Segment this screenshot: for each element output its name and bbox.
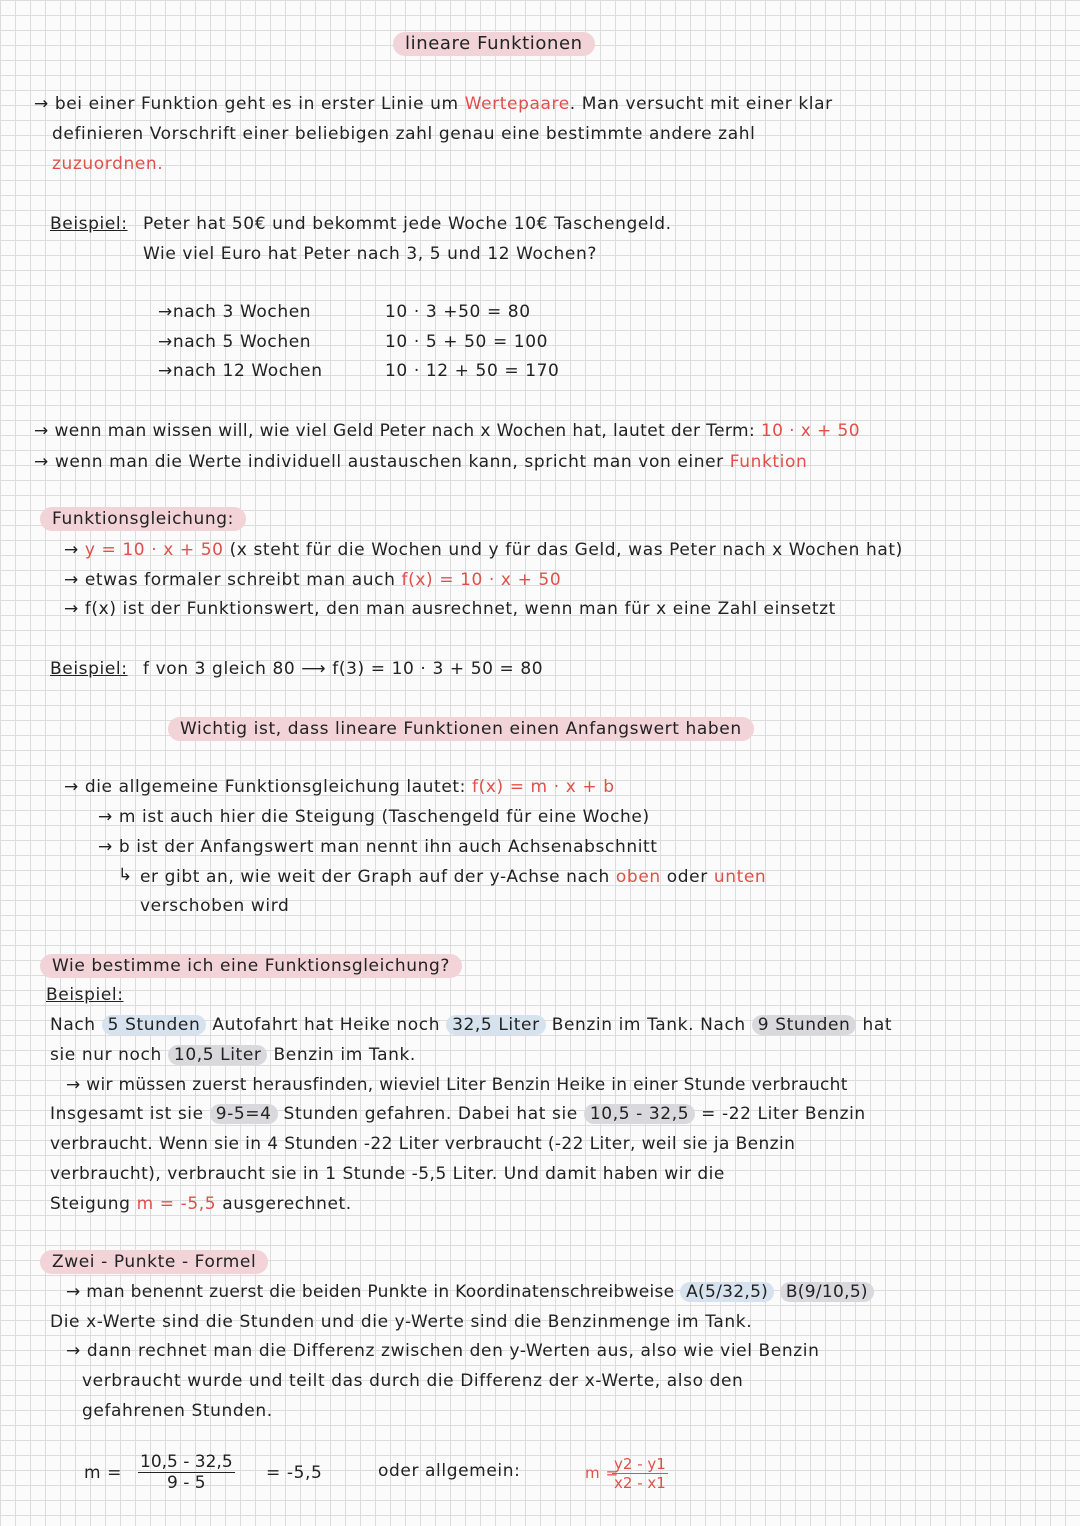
important-note — [168, 717, 754, 741]
fraction-general — [612, 1455, 668, 1492]
example-line-1: Peter hat 50€ und bekommt jede Woche 10€ Taschengeld. — [143, 214, 672, 234]
arrow-return-icon: ↳ — [118, 865, 133, 885]
term-text: → wenn man die Werte individuell austauschen kann, spricht man von einer — [34, 452, 724, 472]
general-line-5: verschoben wird — [140, 896, 290, 916]
fraction-denominator: 9 - 5 — [167, 1473, 206, 1493]
m-label: m = — [84, 1463, 123, 1483]
section-heading-text: Funktionsgleichung: — [52, 509, 234, 529]
highlight-hours: 9-5=4 — [210, 1104, 278, 1124]
m-result: = -5,5 — [266, 1463, 323, 1483]
det-text: sie nur noch — [50, 1045, 162, 1065]
intro-line-1 — [34, 93, 833, 115]
example-row-label: →nach 5 Wochen — [158, 332, 312, 352]
example-row-label: →nach 12 Wochen — [158, 361, 323, 381]
keyword-funktion: Funktion — [729, 452, 808, 472]
fg-bullet-2 — [64, 569, 561, 591]
keyword-oben: oben — [615, 867, 661, 887]
determine-line-5: verbraucht. Wenn sie in 4 Stunden -22 Liter verbraucht (-22 Liter, weil sie ja Benzin — [50, 1134, 796, 1154]
det-text: hat — [862, 1015, 893, 1035]
two-point-line-1 — [66, 1281, 874, 1303]
det-text: ausgerechnet. — [222, 1194, 352, 1214]
term-line-2 — [34, 451, 807, 473]
det-text: = -22 Liter Benzin — [701, 1104, 866, 1124]
determine-line-3: → wir müssen zuerst herausfinden, wieviel Liter Benzin Heike in einer Stunde verbraucht — [66, 1075, 848, 1095]
point-a: A(5/32,5) — [680, 1282, 774, 1302]
general-line-2: → m ist auch hier die Steigung (Taschengeld für eine Woche) — [98, 807, 650, 827]
fraction-numerator: y2 - y1 — [614, 1455, 666, 1473]
det-text: Nach — [50, 1015, 96, 1035]
two-point-line-2: Die x-Werte sind die Stunden und die y-Werte sind die Benzinmenge im Tank. — [50, 1312, 753, 1332]
two-point-line-4: verbraucht wurde und teilt das durch die Differenz der x-Werte, also den — [82, 1371, 744, 1391]
fg-text: → etwas formaler schreibt man auch — [64, 570, 396, 590]
determine-line-1 — [50, 1014, 892, 1036]
two-point-line-3: → dann rechnet man die Differenz zwischen den y-Werten aus, also wie viel Benzin — [66, 1341, 820, 1361]
section-heading-funktionsgleichung — [40, 507, 246, 531]
section-heading-text: Zwei - Punkte - Formel — [52, 1252, 257, 1272]
det-text: Stunden gefahren. Dabei hat sie — [283, 1104, 578, 1124]
det-text: Insgesamt ist sie — [50, 1104, 204, 1124]
fg-bullet-1: → y = 10 · x + 50 (x steht für die Wochen und y für das Geld, was Peter nach x Wochen hat) — [64, 540, 903, 560]
example-row-calc: 10 · 12 + 50 = 170 — [385, 361, 560, 381]
section-heading-determine — [40, 954, 462, 978]
example2-text: f von 3 gleich 80 ⟶ f(3) = 10 · 3 + 50 = 80 — [143, 659, 544, 679]
fraction-specific — [138, 1452, 235, 1493]
example-label: Beispiel: — [50, 214, 128, 234]
tp-text: → man benennt zuerst die beiden Punkte in Koordinatenschreibweise — [66, 1282, 675, 1302]
fg-explanation: (x steht für die Wochen und y für das Geld, was Peter nach x Wochen hat) — [229, 540, 903, 560]
page-title-text: lineare Funktionen — [405, 33, 583, 54]
highlight-difference: 10,5 - 32,5 — [584, 1104, 695, 1124]
fg-formula: y = 10 · x + 50 — [84, 540, 224, 560]
section-heading-text: Wie bestimme ich eine Funktionsgleichung? — [52, 956, 451, 976]
fg-bullet-3: → f(x) ist der Funktionswert, den man ausrechnet, wenn man für x eine Zahl einsetzt — [64, 599, 836, 619]
determine-line-4 — [50, 1103, 866, 1125]
example-line-2: Wie viel Euro hat Peter nach 3, 5 und 12 Wochen? — [143, 244, 597, 264]
highlight-5-stunden: 5 Stunden — [102, 1015, 207, 1035]
fraction-numerator: 10,5 - 32,5 — [140, 1452, 233, 1472]
determine-line-2 — [50, 1044, 416, 1066]
highlight-10-5-liter: 10,5 Liter — [168, 1045, 268, 1065]
fg-formula-formal: f(x) = 10 · x + 50 — [401, 570, 562, 590]
example-row-calc: 10 · 5 + 50 = 100 — [385, 332, 549, 352]
term-line-1 — [34, 420, 860, 442]
example-row-label: →nach 3 Wochen — [158, 302, 312, 322]
term-formula: 10 · x + 50 — [760, 421, 860, 441]
intro-text-cont: . Man versucht mit einer klar — [569, 94, 833, 114]
determine-line-6: verbraucht), verbraucht sie in 1 Stunde -5,5 Liter. Und damit haben wir die — [50, 1164, 725, 1184]
intro-line-2: definieren Vorschrift einer beliebigen zahl genau eine bestimmte andere zahl — [52, 124, 756, 144]
highlight-32-5-liter: 32,5 Liter — [446, 1015, 546, 1035]
general-line-1 — [64, 776, 615, 798]
general-text: oder — [666, 867, 708, 887]
general-text: → die allgemeine Funktionsgleichung lautet: — [64, 777, 466, 797]
det-text: Benzin im Tank. — [273, 1045, 416, 1065]
intro-text: → bei einer Funktion geht es in erster Linie um — [34, 94, 459, 114]
page-title — [393, 32, 595, 56]
general-line-3: → b ist der Anfangswert man nennt ihn auch Achsenabschnitt — [98, 837, 658, 857]
determine-line-7 — [50, 1193, 352, 1215]
general-line-4 — [140, 866, 766, 888]
term-text: → wenn man wissen will, wie viel Geld Peter nach x Wochen hat, lautet der Term: — [34, 421, 756, 441]
intro-line-3: zuzuordnen. — [52, 154, 164, 174]
keyword-unten: unten — [713, 867, 767, 887]
general-m-label: m = — [585, 1464, 619, 1482]
important-note-text: Wichtig ist, dass lineare Funktionen einen Anfangswert haben — [180, 719, 742, 739]
point-b: B(9/10,5) — [780, 1282, 874, 1302]
det-text: Autofahrt hat Heike noch — [212, 1015, 441, 1035]
keyword-wertepaare: Wertepaare — [464, 94, 570, 114]
example-label: Beispiel: — [50, 659, 128, 679]
oder-allgemein: oder allgemein: — [378, 1461, 521, 1481]
slope-value: m = -5,5 — [136, 1194, 217, 1214]
general-formula: f(x) = m · x + b — [472, 777, 615, 797]
two-point-line-5: gefahrenen Stunden. — [82, 1401, 273, 1421]
det-text: Benzin im Tank. Nach — [551, 1015, 746, 1035]
highlight-9-stunden: 9 Stunden — [752, 1015, 857, 1035]
det-text: Steigung — [50, 1194, 131, 1214]
example-row-calc: 10 · 3 +50 = 80 — [385, 302, 531, 322]
example-label: Beispiel: — [46, 985, 124, 1005]
fraction-denominator: x2 - x1 — [614, 1474, 666, 1492]
general-text: er gibt an, wie weit der Graph auf der y-Achse nach — [140, 867, 610, 887]
section-heading-two-point — [40, 1250, 268, 1274]
